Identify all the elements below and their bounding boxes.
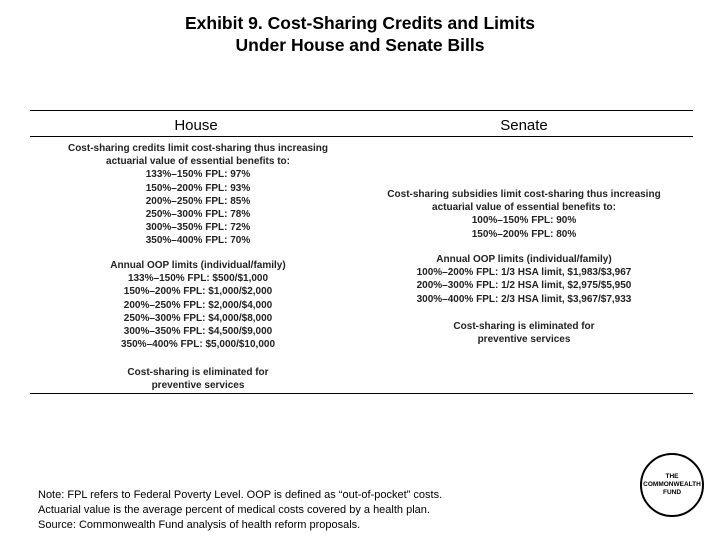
senate-subsidies-intro: Cost-sharing subsidies limit cost-sharing thus increasing [387, 189, 661, 200]
exhibit-title [0, 12, 720, 56]
senate-header: Senate [500, 117, 548, 134]
logo-line: FUND [662, 489, 682, 496]
senate-oop-item: 200%–300% FPL: 1/2 HSA limit, $2,975/$5,950 [416, 280, 632, 292]
house-credits-block [30, 142, 366, 248]
senate-subsidy-item: 100%–150% FPL: 90% [471, 215, 577, 227]
house-credit-item: 150%–200% FPL: 93% [145, 182, 251, 194]
senate-oop-block [356, 253, 692, 306]
house-credit-item: 350%–400% FPL: 70% [145, 235, 251, 247]
logo-line: THE [665, 473, 679, 480]
senate-preventive-line: Cost-sharing is eliminated for [453, 321, 595, 332]
house-credit-item: 250%–300% FPL: 78% [145, 209, 251, 221]
senate-preventive-line: preventive services [477, 334, 571, 346]
house-oop-item: 150%–200% FPL: $1,000/$2,000 [123, 286, 273, 298]
house-credit-item: 133%–150% FPL: 97% [145, 169, 251, 181]
logo-line: COMMONWEALTH [643, 481, 701, 488]
footnote-line: Note: FPL refers to Federal Poverty Level. OOP is defined as “out-of-pocket” costs. [38, 489, 443, 501]
house-credit-item: 200%–250% FPL: 85% [145, 195, 251, 207]
house-oop-item: 200%–250% FPL: $2,000/$4,000 [123, 299, 273, 311]
table-top-rule [30, 110, 693, 111]
senate-subsidies-intro: actuarial value of essential benefits to: [432, 202, 616, 214]
house-header: House [174, 117, 218, 134]
senate-subsidies-block [356, 188, 692, 241]
senate-preventive-block [356, 320, 692, 346]
house-oop-item: 133%–150% FPL: $500/$1,000 [127, 273, 269, 285]
house-credits-intro: Cost-sharing credits limit cost-sharing thus increasing [67, 143, 329, 154]
senate-subsidy-item: 150%–200% FPL: 80% [471, 228, 577, 240]
footnote-line: Source: Commonwealth Fund analysis of health reform proposals. [38, 519, 361, 531]
house-oop-item: 300%–350% FPL: $4,500/$9,000 [123, 326, 273, 338]
house-preventive-line: Cost-sharing is eliminated for [127, 367, 269, 378]
commonwealth-fund-logo [640, 453, 704, 517]
footnote-line: Actuarial value is the average percent of medical costs covered by a health plan. [38, 504, 430, 516]
house-oop-item: 350%–400% FPL: $5,000/$10,000 [121, 339, 275, 351]
house-oop-block [30, 259, 366, 351]
house-credit-item: 300%–350% FPL: 72% [145, 222, 251, 234]
table-bottom-rule [30, 393, 693, 394]
header-rule [30, 136, 693, 137]
house-preventive-line: preventive services [151, 380, 245, 392]
title-line-1: Exhibit 9. Cost-Sharing Credits and Limits [184, 13, 536, 33]
senate-oop-item: 100%–200% FPL: 1/3 HSA limit, $1,983/$3,967 [416, 267, 632, 279]
senate-oop-intro: Annual OOP limits (individual/family) [436, 254, 612, 265]
title-line-2: Under House and Senate Bills [235, 35, 485, 55]
house-oop-item: 250%–300% FPL: $4,000/$8,000 [123, 312, 273, 324]
house-credits-intro: actuarial value of essential benefits to: [106, 156, 290, 168]
footnotes [38, 488, 442, 533]
house-oop-intro: Annual OOP limits (individual/family) [110, 260, 286, 271]
senate-oop-item: 300%–400% FPL: 2/3 HSA limit, $3,967/$7,933 [416, 293, 632, 305]
house-preventive-block [30, 366, 366, 392]
